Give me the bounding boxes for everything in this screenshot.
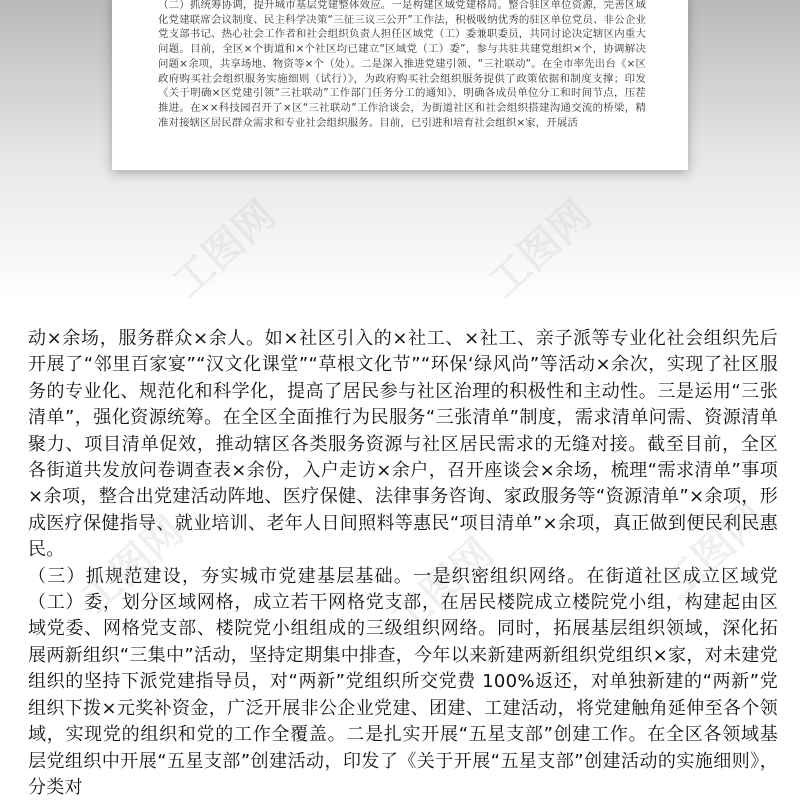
watermark: 工图网 [164,191,285,307]
body-paragraph: 动×余场，服务群众×余人。如×社区引入的×社工、×社工、亲子派等专业化社会组织先后开展了“邻里百家宴”“汉文化课堂”“草根文化节”“环保‘绿风尚”等活动×余次，实现了社区服务的专业化、规范化和科学化，提高了居民参与社区治理的积极性和主动性。三是运用“三张清单”，强化资源统筹。在全区全面推行为民服务“三张清单”制度，需求清单问需、资源清单聚力、项目清单促效，推动辖区各类服务资源与社区居民需求的无缝对接。截至目前，全区各街道共发放问卷调查表×余份，入户走访×余户，召开座谈会×余场，梳理“需求清单”事项×余项，整合出党建活动阵地、医疗保健、法律事务咨询、家政服务等“资源清单”×余项，形成医疗保健指导、就业培训、老年人日间照料等惠民“项目清单”×余项，真正做到便民利民惠民。 [28,328,778,561]
document-page-preview [112,0,688,170]
body-paragraph: （三）抓规范建设，夯实城市党建基层基础。一是织密组织网络。在街道社区成立区域党（工）委，划分区域网格，成立若干网格党支部，在居民楼院成立楼院党小组，构建起由区域党委、网格党支部、楼院党小组组成的三级组织网络。同时，拓展基层组织领域，深化拓展两新组织“三集中”活动，坚持定期集中排查，今年以来新建两新组织党组织×家，对未建党组织的坚持下派党建指导员，对“两新”党组织所交党费 100%返还，对单独新建的“两新”党组织下拨×元奖补资金，广泛开展非公企业党建、团建、工建活动，将党建触角延伸至各个领域，实现党的组织和党的工作全覆盖。二是扎实开展“五星支部”创建工作。在全区各领域基层党组织中开展“五星支部”创建活动，印发了《关于开展“五星支部”创建活动的实施细则》，分类对 [28,565,778,798]
watermark: 工图网 [480,191,601,307]
document-body [28,326,778,801]
preview-paragraph: （二）抓统筹协调，提升城市基层党建整体效应。一是构建区域党建格局。整合驻区单位资源，完善区域化党建联席会议制度、民主科学决策“三征三议三公开”工作法，积极吸纳优秀的驻区单位党员、非公企业党支部书记、热心社会工作者和社会组织负责人担任区域党（工）委兼职委员，共同讨论决定辖区内重大问题。目前，全区×个街道和×个社区均已建立“区域党（工）委”，参与共驻共建党组织×个，协调解决问题×余项，共享场地、物资等×个（处）。二是深入推进党建引领、“三社联动”。在全市率先出台《×区政府购买社会组织服务实施细则（试行）》，为政府购买社会组织服务提供了政策依据和制度支撑；印发《关于明确×区党建引领“三社联动”工作部门任务分工的通知》，明确各成员单位分工和时间节点，压茬推进。在××科技园召开了×区“三社联动”工作洽谈会，为街道社区和社会组织搭建沟通交流的桥梁，精准对接辖区居民群众需求和专业社会组织服务。目前，已引进和培育社会组织×家，开展活 [158,0,646,129]
watermark: 工图网 [382,529,503,645]
watermark: 工图网 [654,493,775,609]
watermark: 工图网 [72,507,193,623]
